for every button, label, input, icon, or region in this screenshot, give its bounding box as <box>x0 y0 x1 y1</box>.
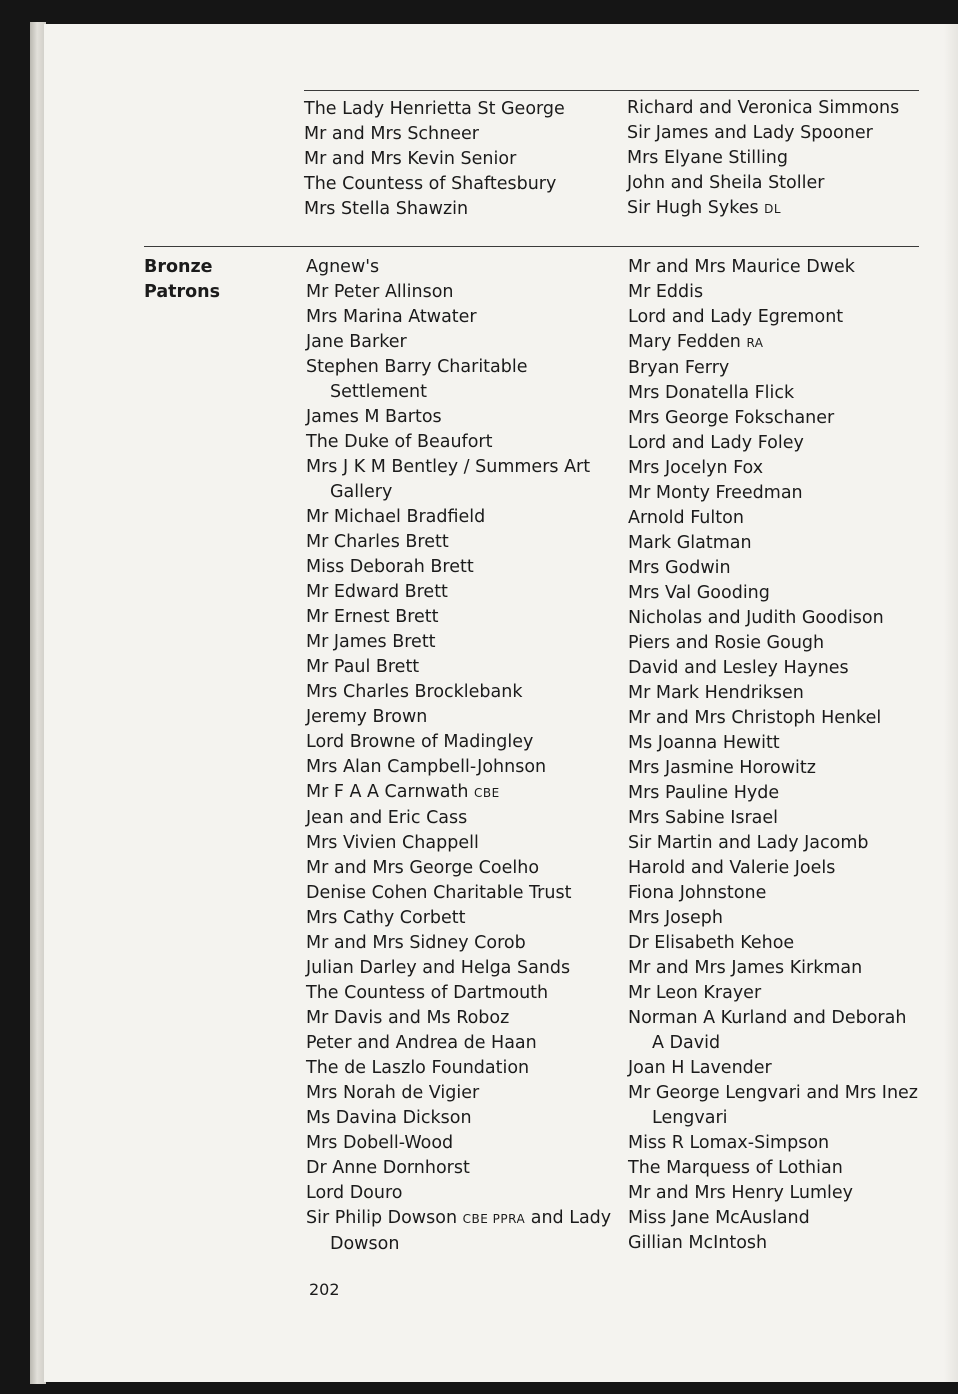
patron-name <box>628 1156 920 1181</box>
section-rule <box>144 246 919 247</box>
patron-name <box>628 806 920 831</box>
name-text: Miss Jane McAusland <box>628 1208 810 1228</box>
patron-name <box>304 97 604 122</box>
name-text: Ms Davina Dickson <box>306 1108 472 1128</box>
patron-name <box>628 381 920 406</box>
name-text: Miss R Lomax-Simpson <box>628 1133 830 1153</box>
name-text: Gillian McIntosh <box>628 1233 768 1253</box>
heading-line-2: Patrons <box>144 282 221 302</box>
patron-name <box>628 330 920 356</box>
name-text: John and Sheila Stoller <box>627 173 825 193</box>
name-text: The Lady Henrietta St George <box>304 99 565 119</box>
patron-name <box>628 305 920 330</box>
honorific-suffix: CBE PPRA <box>462 1212 526 1226</box>
patron-name <box>628 831 920 856</box>
patron-name <box>306 956 614 981</box>
spine-shadow <box>944 24 958 1382</box>
name-text: Mr Eddis <box>628 282 704 302</box>
name-text: Peter and Andrea de Haan <box>306 1033 537 1053</box>
patron-name <box>304 147 604 172</box>
name-text: Joan H Lavender <box>628 1058 772 1078</box>
name-text: Dr Anne Dornhorst <box>306 1158 470 1178</box>
patron-name <box>627 146 919 171</box>
name-text: Sir Philip Dowson <box>306 1208 463 1228</box>
patron-name <box>628 581 920 606</box>
name-text: Mrs J K M Bentley / Summers Art Gallery <box>306 457 591 502</box>
name-text: Mr George Lengvari and Mrs Inez Lengvari <box>628 1083 918 1128</box>
patron-name <box>306 305 614 330</box>
name-text: Mrs Godwin <box>628 558 731 578</box>
name-text: Mrs Val Gooding <box>628 583 770 603</box>
patron-name <box>306 255 614 280</box>
patron-name <box>304 197 604 222</box>
patron-name <box>306 1131 614 1156</box>
name-text: The Marquess of Lothian <box>628 1158 843 1178</box>
name-text: Norman A Kurland and Deborah A David <box>628 1008 907 1053</box>
patron-name <box>306 630 614 655</box>
patron-name <box>628 631 920 656</box>
patron-name <box>306 580 614 605</box>
name-text: Mrs Elyane Stilling <box>627 148 789 168</box>
patron-name <box>306 605 614 630</box>
name-text: James M Bartos <box>306 407 442 427</box>
name-text: Arnold Fulton <box>628 508 744 528</box>
patron-name <box>628 906 920 931</box>
heading-line-1: Bronze <box>144 257 213 277</box>
patron-name <box>628 1056 920 1081</box>
patron-name <box>306 1181 614 1206</box>
patron-name <box>306 730 614 755</box>
name-text: Lord and Lady Egremont <box>628 307 844 327</box>
top-right-column <box>627 96 919 222</box>
honorific-suffix: RA <box>746 336 764 350</box>
name-text: Jane Barker <box>306 332 407 352</box>
name-text: Mr and Mrs Christoph Henkel <box>628 708 882 728</box>
name-text: Mr Monty Freedman <box>628 483 803 503</box>
patron-name <box>628 1231 920 1256</box>
patron-name <box>306 505 614 530</box>
bronze-left-column <box>306 255 614 1257</box>
top-left-column <box>304 97 604 222</box>
name-text: Denise Cohen Charitable Trust <box>306 883 572 903</box>
name-text: Mr Peter Allinson <box>306 282 454 302</box>
patron-name <box>628 556 920 581</box>
patron-name <box>628 656 920 681</box>
name-text: Mr and Mrs Sidney Corob <box>306 933 526 953</box>
name-text: Julian Darley and Helga Sands <box>306 958 571 978</box>
name-text: The Countess of Shaftesbury <box>304 174 557 194</box>
patron-name <box>306 455 614 505</box>
patron-name <box>628 731 920 756</box>
patron-name <box>628 981 920 1006</box>
bronze-right-column <box>628 255 920 1256</box>
name-text: Piers and Rosie Gough <box>628 633 825 653</box>
name-text-continued: and Lady Dowson <box>330 1208 612 1254</box>
name-text: Mr and Mrs Schneer <box>304 124 479 144</box>
patron-name <box>306 655 614 680</box>
name-text: Dr Elisabeth Kehoe <box>628 933 795 953</box>
name-text: The de Laszlo Foundation <box>306 1058 530 1078</box>
name-text: The Duke of Beaufort <box>306 432 493 452</box>
patron-name <box>628 280 920 305</box>
patron-name <box>628 356 920 381</box>
patron-name <box>628 606 920 631</box>
name-text: Mr and Mrs Maurice Dwek <box>628 257 855 277</box>
name-text: Mrs Donatella Flick <box>628 383 795 403</box>
patron-name <box>627 121 919 146</box>
name-text: Mr Edward Brett <box>306 582 448 602</box>
patron-name <box>306 330 614 355</box>
name-text: David and Lesley Haynes <box>628 658 849 678</box>
patron-name <box>306 280 614 305</box>
name-text: Mrs Charles Brocklebank <box>306 682 523 702</box>
patron-name <box>628 1181 920 1206</box>
name-text: Mr Michael Bradfield <box>306 507 486 527</box>
page-number: 202 <box>309 1280 340 1299</box>
patron-name <box>628 881 920 906</box>
name-text: Ms Joanna Hewitt <box>628 733 780 753</box>
name-text: Mrs Joseph <box>628 908 723 928</box>
patron-name <box>627 96 919 121</box>
name-text: Stephen Barry Charitable Settlement <box>306 357 528 402</box>
patron-name <box>628 1206 920 1231</box>
patron-name <box>304 172 604 197</box>
name-text: Mrs Vivien Chappell <box>306 833 479 853</box>
name-text: Sir Hugh Sykes <box>627 198 765 218</box>
patron-name <box>628 681 920 706</box>
patron-name <box>306 430 614 455</box>
name-text: Jean and Eric Cass <box>306 808 468 828</box>
name-text: Mr F A A Carnwath <box>306 782 475 802</box>
name-text: Mr Mark Hendriksen <box>628 683 804 703</box>
patron-name <box>628 756 920 781</box>
patron-name <box>306 1056 614 1081</box>
patron-name <box>306 1206 614 1257</box>
name-text: Mark Glatman <box>628 533 752 553</box>
bronze-patrons-heading <box>144 255 220 305</box>
patron-name <box>306 755 614 780</box>
name-text: Richard and Veronica Simmons <box>627 98 900 118</box>
name-text: Mr Leon Krayer <box>628 983 762 1003</box>
patron-name <box>306 530 614 555</box>
name-text: The Countess of Dartmouth <box>306 983 549 1003</box>
patron-name <box>627 196 919 222</box>
name-text: Mrs Marina Atwater <box>306 307 477 327</box>
patron-name <box>306 806 614 831</box>
patron-name <box>306 780 614 806</box>
patron-name <box>306 555 614 580</box>
patron-name <box>628 481 920 506</box>
patron-name <box>627 171 919 196</box>
patron-name <box>306 405 614 430</box>
name-text: Mr Ernest Brett <box>306 607 439 627</box>
patron-name <box>628 781 920 806</box>
name-text: Mr and Mrs James Kirkman <box>628 958 863 978</box>
name-text: Nicholas and Judith Goodison <box>628 608 884 628</box>
name-text: Mrs Jasmine Horowitz <box>628 758 816 778</box>
name-text: Sir Martin and Lady Jacomb <box>628 833 869 853</box>
name-text: Mrs Alan Campbell-Johnson <box>306 757 547 777</box>
name-text: Lord Douro <box>306 1183 403 1203</box>
name-text: Mrs Norah de Vigier <box>306 1083 480 1103</box>
patron-name <box>306 906 614 931</box>
name-text: Mr James Brett <box>306 632 436 652</box>
patron-name <box>306 680 614 705</box>
name-text: Mrs George Fokschaner <box>628 408 835 428</box>
name-text: Mr Davis and Ms Roboz <box>306 1008 510 1028</box>
name-text: Mrs Dobell-Wood <box>306 1133 454 1153</box>
patron-name <box>628 255 920 280</box>
patron-name <box>306 931 614 956</box>
patron-name <box>628 1006 920 1056</box>
name-text: Agnew's <box>306 257 380 277</box>
patron-name <box>306 856 614 881</box>
name-text: Mrs Stella Shawzin <box>304 199 469 219</box>
patron-name <box>628 856 920 881</box>
patron-name <box>628 456 920 481</box>
patron-name <box>628 506 920 531</box>
patron-name <box>628 431 920 456</box>
patron-name <box>628 706 920 731</box>
name-text: Mrs Jocelyn Fox <box>628 458 764 478</box>
name-text: Miss Deborah Brett <box>306 557 474 577</box>
patron-name <box>306 981 614 1006</box>
patron-name <box>306 1031 614 1056</box>
name-text: Mr Paul Brett <box>306 657 420 677</box>
patron-name <box>304 122 604 147</box>
patron-name <box>628 956 920 981</box>
name-text: Mr and Mrs George Coelho <box>306 858 540 878</box>
patron-name <box>306 705 614 730</box>
name-text: Mary Fedden <box>628 332 747 352</box>
name-text: Sir James and Lady Spooner <box>627 123 873 143</box>
name-text: Lord and Lady Foley <box>628 433 804 453</box>
patron-name <box>306 355 614 405</box>
patron-name <box>306 1081 614 1106</box>
patron-name <box>306 1006 614 1031</box>
patron-name <box>628 1131 920 1156</box>
patron-name <box>628 531 920 556</box>
honorific-suffix: DL <box>764 202 782 216</box>
name-text: Lord Browne of Madingley <box>306 732 534 752</box>
name-text: Mrs Pauline Hyde <box>628 783 780 803</box>
name-text: Fiona Johnstone <box>628 883 767 903</box>
patron-name <box>628 406 920 431</box>
patron-name <box>628 931 920 956</box>
patron-name <box>306 1156 614 1181</box>
name-text: Bryan Ferry <box>628 358 730 378</box>
patron-name <box>306 831 614 856</box>
name-text: Harold and Valerie Joels <box>628 858 836 878</box>
name-text: Mr Charles Brett <box>306 532 449 552</box>
top-rule <box>304 90 919 91</box>
name-text: Mrs Sabine Israel <box>628 808 779 828</box>
name-text: Mrs Cathy Corbett <box>306 908 466 928</box>
patron-name <box>306 881 614 906</box>
name-text: Jeremy Brown <box>306 707 428 727</box>
honorific-suffix: CBE <box>474 786 500 800</box>
name-text: Mr and Mrs Henry Lumley <box>628 1183 854 1203</box>
patron-name <box>628 1081 920 1131</box>
patron-name <box>306 1106 614 1131</box>
name-text: Mr and Mrs Kevin Senior <box>304 149 517 169</box>
